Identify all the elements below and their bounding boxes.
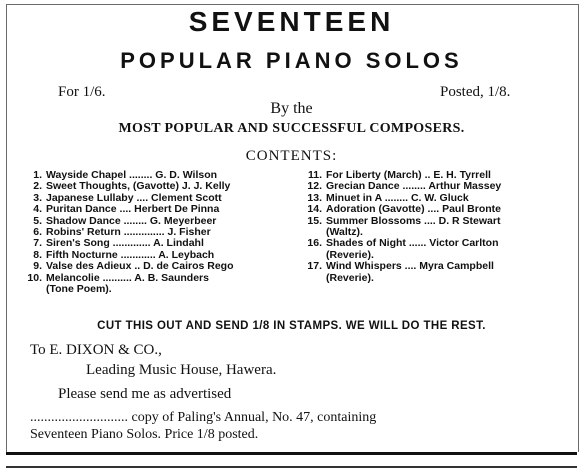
- item-title-composer: Shades of Night ...... Victor Carlton: [326, 237, 499, 250]
- contents-item: [24, 261, 294, 272]
- item-title-composer: Siren's Song ............. A. Lindahl: [46, 237, 204, 250]
- item-number: 14.: [307, 203, 322, 216]
- order-copy-line[interactable]: ............................ copy of Paling's Annual, No. 47, containing: [30, 410, 377, 425]
- item-title-composer: Melancolie .......... A. B. Saunders: [46, 271, 209, 284]
- contents-item: [304, 204, 574, 215]
- contents-item: [304, 261, 574, 272]
- order-addressee: To E. DIXON & CO.,: [30, 342, 162, 358]
- item-title-composer: Fifth Nocturne ............ A. Leybach: [46, 248, 215, 261]
- item-title-composer: Puritan Dance .... Herbert De Pinna: [46, 203, 220, 216]
- order-price-line: Seventeen Piano Solos. Price 1/8 posted.: [30, 427, 259, 442]
- item-number: 17.: [307, 260, 322, 273]
- cut-line: [6, 452, 577, 455]
- item-number: 16.: [307, 237, 322, 250]
- item-title-composer: For Liberty (March) .. E. H. Tyrrell: [326, 169, 491, 181]
- item-title-composer: Minuet in A ........ C. W. Gluck: [326, 191, 469, 204]
- item-number: 1.: [33, 169, 42, 181]
- item-title-composer: Robins' Return .............. J. Fisher: [46, 226, 211, 239]
- cut-out-instruction: CUT THIS OUT AND SEND 1/8 IN STAMPS. WE WILL DO THE REST.: [97, 320, 486, 332]
- item-subtitle: (Reverie).: [326, 271, 374, 284]
- item-number: 15.: [307, 214, 322, 227]
- ad-subtitle: POPULAR PIANO SOLOS: [120, 48, 463, 73]
- cut-line-lower: [6, 466, 577, 468]
- item-title-composer: Wind Whispers .... Myra Campbell: [326, 260, 494, 273]
- item-number: 2.: [33, 180, 42, 193]
- item-title-composer: Sweet Thoughts, (Gavotte) J. J. Kelly: [46, 180, 231, 193]
- item-number: 12.: [307, 180, 322, 193]
- order-request: Please send me as advertised: [58, 386, 232, 402]
- item-subtitle: (Reverie).: [326, 248, 374, 261]
- ad-title: SEVENTEEN: [188, 6, 395, 37]
- item-title-composer: Summer Blossoms .... D. R Stewart: [326, 214, 501, 227]
- item-title-composer: Valse des Adieux .. D. de Cairos Rego: [46, 260, 234, 273]
- item-number: 9.: [33, 260, 42, 273]
- item-number: 10.: [27, 271, 42, 284]
- contents-list-right: [304, 170, 574, 284]
- item-number: 4.: [33, 203, 42, 216]
- contents-list-left: [24, 170, 294, 295]
- contents-item: [24, 204, 294, 215]
- item-title-composer: Wayside Chapel ........ G. D. Wilson: [46, 169, 218, 181]
- byline: By the: [270, 100, 313, 117]
- item-number: 8.: [33, 248, 42, 261]
- order-address: Leading Music House, Hawera.: [86, 362, 277, 378]
- item-subtitle: (Waltz).: [326, 226, 363, 239]
- contents-heading: CONTENTS:: [245, 148, 338, 164]
- item-number: 13.: [307, 191, 322, 204]
- item-title-composer: Grecian Dance ........ Arthur Massey: [326, 180, 502, 193]
- item-title-composer: Japanese Lullaby .... Clement Scott: [46, 191, 222, 204]
- item-number: 7.: [33, 237, 42, 250]
- item-subtitle: (Tone Poem).: [46, 283, 112, 296]
- item-number: 3.: [33, 191, 42, 204]
- item-title-composer: Adoration (Gavotte) .... Paul Bronte: [326, 203, 502, 216]
- item-number: 5.: [33, 214, 42, 227]
- price-unposted: For 1/6.: [58, 84, 106, 100]
- item-number: 6.: [33, 226, 42, 239]
- price-posted: Posted, 1/8.: [440, 84, 511, 100]
- item-number: 11.: [307, 169, 322, 181]
- item-title-composer: Shadow Dance ........ G. Meyerbeer: [46, 214, 217, 227]
- composers-heading: MOST POPULAR AND SUCCESSFUL COMPOSERS.: [118, 121, 465, 136]
